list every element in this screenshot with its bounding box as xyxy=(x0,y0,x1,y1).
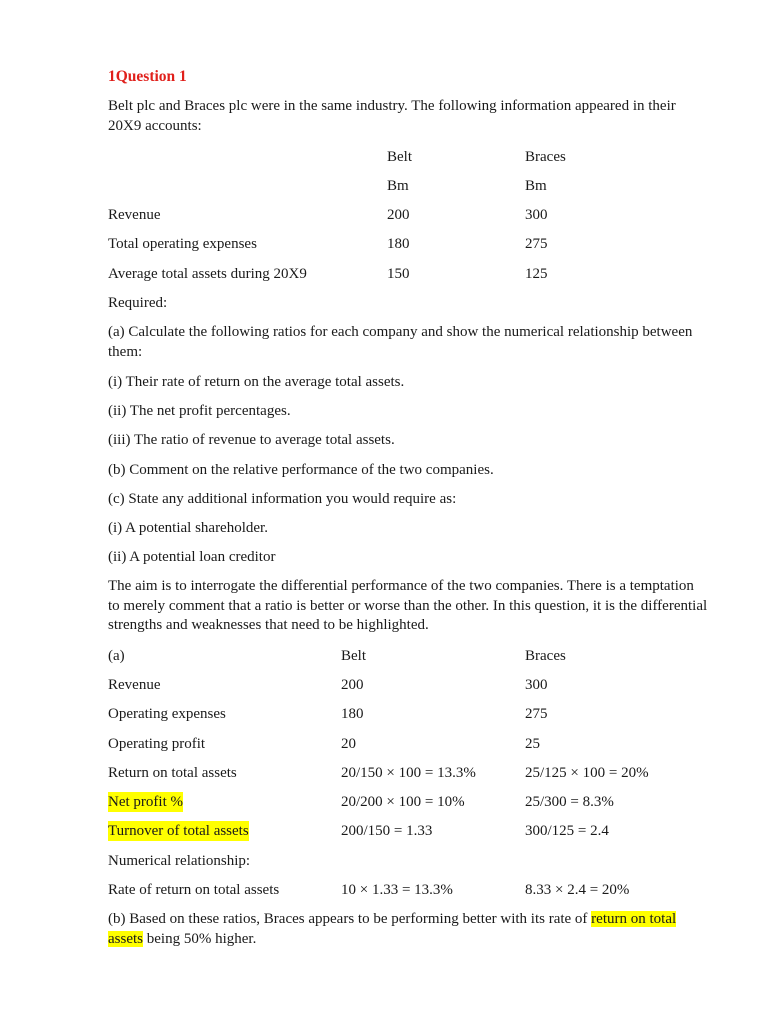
braces-value: 275 xyxy=(525,706,548,722)
column-header-braces: Braces xyxy=(525,648,566,664)
belt-value: 200/150 = 1.33 xyxy=(341,823,433,839)
braces-value: 125 xyxy=(525,266,548,282)
belt-value: 180 xyxy=(341,706,364,722)
answer-part-b-after: being 50% higher. xyxy=(143,930,257,947)
row-label: Total operating expenses xyxy=(108,236,257,252)
braces-value: 25/300 = 8.3% xyxy=(525,794,614,810)
part-a-text: (a) Calculate the following ratios for each company and show the numerical relationship between them: xyxy=(108,324,693,360)
row-label-highlighted: Turnover of total assets xyxy=(108,823,249,839)
belt-value: 10 × 1.33 = 13.3% xyxy=(341,882,453,898)
column-header-braces: Braces xyxy=(525,149,566,165)
row-label: Rate of return on total assets xyxy=(108,882,280,898)
row-label: Return on total assets xyxy=(108,765,237,781)
question-intro: Belt plc and Braces plc were in the same industry. The following information appeared in their 20X9 accounts: xyxy=(108,98,676,134)
answer-part-b xyxy=(108,910,698,949)
highlighted-phrase: return on total assets xyxy=(108,911,677,947)
answer-intro: The aim is to interrogate the differential performance of the two companies. There is a temptation to merely comment that a ratio is better or worse than the other. In this question, it is the differential strengths and weaknesses that need to be highlighted. xyxy=(108,578,708,633)
belt-value: 180 xyxy=(387,236,410,252)
row-label-highlighted: Net profit % xyxy=(108,794,183,810)
braces-value: 300 xyxy=(525,677,548,693)
list-item-text: (i) Their rate of return on the average total assets. xyxy=(108,374,405,390)
belt-value: 200 xyxy=(341,677,364,693)
list-item-text: (ii) A potential loan creditor xyxy=(108,549,276,565)
unit-belt: Bm xyxy=(387,178,409,194)
part-b-question-text: (b) Comment on the relative performance of the two companies. xyxy=(108,462,494,478)
row-label: Operating expenses xyxy=(108,706,226,722)
column-header-belt: Belt xyxy=(341,648,366,664)
part-a-label: (a) xyxy=(108,648,125,664)
row-label: Revenue xyxy=(108,207,161,223)
belt-value: 20/150 × 100 = 13.3% xyxy=(341,765,476,781)
answer-part-b-before: (b) Based on these ratios, Braces appears to be performing better with its rate of xyxy=(108,911,592,927)
braces-value: 25 xyxy=(525,736,540,752)
row-label: Operating profit xyxy=(108,736,206,752)
list-item-text: (ii) The net profit percentages. xyxy=(108,403,291,419)
braces-value: 25/125 × 100 = 20% xyxy=(525,765,649,781)
row-label: Average total assets during 20X9 xyxy=(108,266,307,282)
list-item-text: (iii) The ratio of revenue to average total assets. xyxy=(108,432,395,448)
braces-value: 300 xyxy=(525,207,548,223)
braces-value: 300/125 = 2.4 xyxy=(525,823,609,839)
column-header-belt: Belt xyxy=(387,149,412,165)
row-label: Revenue xyxy=(108,677,161,693)
belt-value: 150 xyxy=(387,266,410,282)
braces-value: 275 xyxy=(525,236,548,252)
part-c-question-text: (c) State any additional information you would require as: xyxy=(108,491,457,507)
unit-braces: Bm xyxy=(525,178,547,194)
relationship-label-text: Numerical relationship: xyxy=(108,853,251,869)
question-title: 1Question 1 xyxy=(108,68,187,85)
list-item-text: (i) A potential shareholder. xyxy=(108,520,268,536)
braces-value: 8.33 × 2.4 = 20% xyxy=(525,882,630,898)
belt-value: 200 xyxy=(387,207,410,223)
belt-value: 20/200 × 100 = 10% xyxy=(341,794,465,810)
belt-value: 20 xyxy=(341,736,356,752)
required-text: Required: xyxy=(108,295,168,311)
